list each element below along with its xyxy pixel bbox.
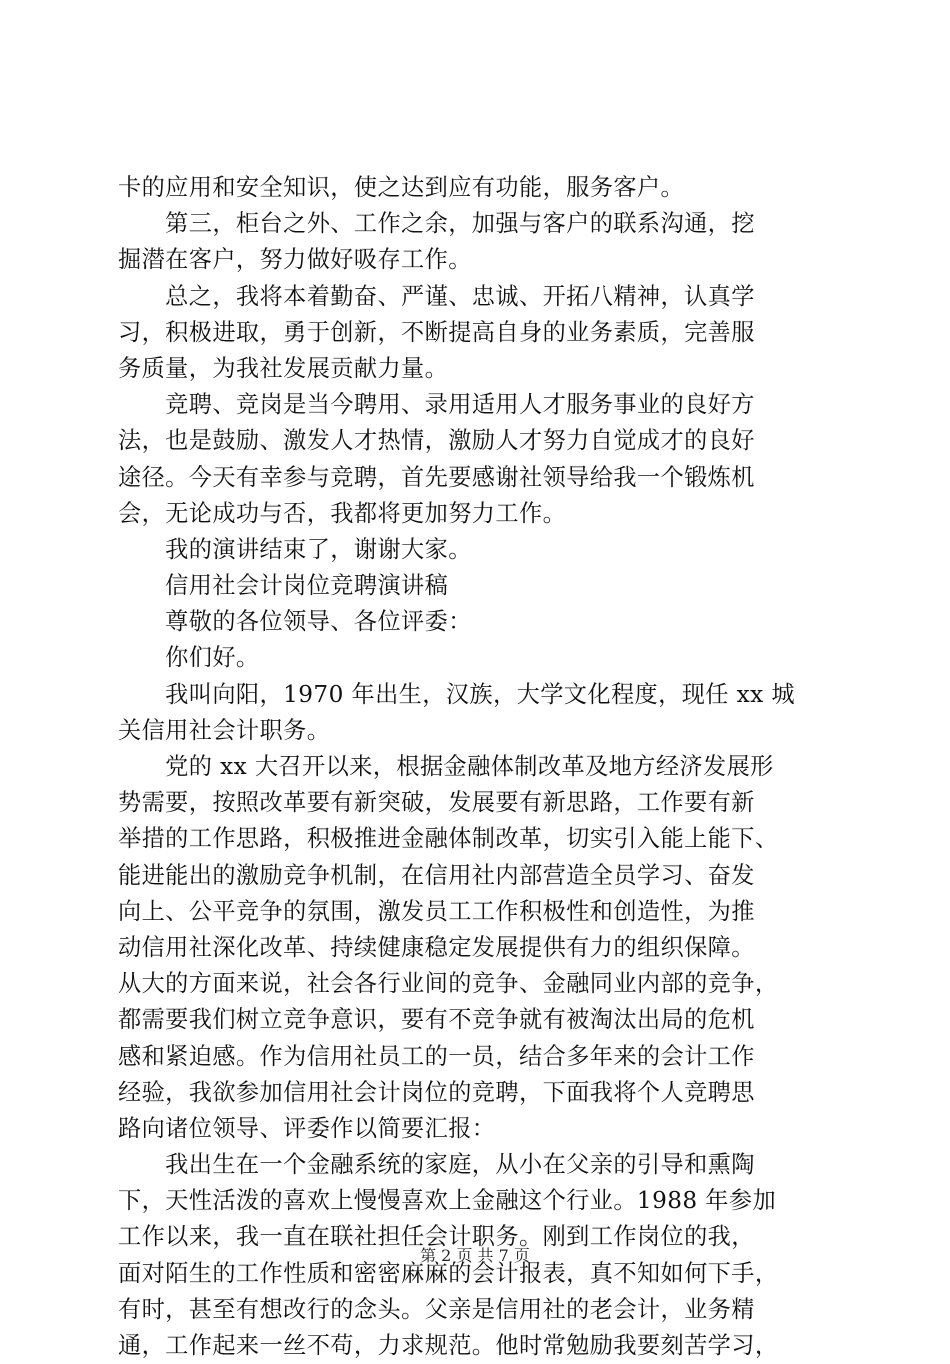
text-line: 务质量，为我社发展贡献力量。 (118, 354, 449, 382)
text-line: 我的演讲结束了，谢谢大家。 (118, 535, 472, 563)
text-line: 竞聘、竞岗是当今聘用、录用适用人才服务事业的良好方 (118, 391, 755, 419)
text-line: 信用社会计岗位竞聘演讲稿 (118, 572, 449, 600)
text-line: 党的 xx 大召开以来，根据金融体制改革及地方经济发展形 (118, 753, 774, 780)
text-line: 尊敬的各位领导、各位评委： (118, 608, 472, 636)
text-line: 关信用社会计职务。 (118, 716, 331, 744)
text-line: 习，积极进取，勇于创新，不断提高自身的业务素质，完善服 (118, 318, 755, 346)
text-line: 面对陌生的工作性质和密密麻麻的会计报表，真不知如何下手， (118, 1259, 779, 1287)
text-line: 动信用社深化改革、持续健康稳定发展提供有力的组织保障。 (118, 933, 755, 961)
text-line: 都需要我们树立竞争意识，要有不竞争就有被淘汰出局的危机 (118, 1006, 755, 1034)
text-line: 总之，我将本着勤奋、严谨、忠诚、开拓八精神，认真学 (118, 282, 755, 310)
text-line: 通，工作起来一丝不苟，力求规范。他时常勉励我要刻苦学习， (118, 1332, 779, 1359)
text-line: 感和紧迫感。作为信用社员工的一员，结合多年来的会计工作 (118, 1042, 755, 1070)
text-line: 经验，我欲参加信用社会计岗位的竞聘，下面我将个人竞聘思 (118, 1078, 755, 1106)
text-line: 掘潜在客户，努力做好吸存工作。 (118, 246, 472, 274)
text-line: 途径。今天有幸参与竞聘，首先要感谢社领导给我一个锻炼机 (118, 463, 755, 491)
text-line: 势需要，按照改革要有新突破，发展要有新思路，工作要有新 (118, 789, 755, 817)
page-footer (0, 1246, 950, 1266)
text-line: 下，天性活泼的喜欢上慢慢喜欢上金融这个行业。1988 年参加 (118, 1187, 777, 1215)
text-line: 从大的方面来说，社会各行业间的竞争、金融同业内部的竞争， (118, 970, 779, 998)
document-body (118, 170, 830, 1364)
text-line: 工作以来，我一直在联社担任会计职务。刚到工作岗位的我， (118, 1223, 755, 1251)
text-line: 路向诸位领导、评委作以简要汇报： (118, 1114, 496, 1142)
text-line: 向上、公平竞争的氛围，激发员工工作积极性和创造性，为推 (118, 897, 755, 925)
text-line: 举措的工作思路，积极推进金融体制改革，切实引入能上能下、 (118, 825, 779, 853)
page-number-label: 第 2 页 共 7 页 (420, 1246, 530, 1265)
text-line: 法，也是鼓励、激发人才热情，激励人才努力自觉成才的良好 (118, 427, 755, 455)
text-line: 能进能出的激励竞争机制，在信用社内部营造全员学习、奋发 (118, 861, 755, 889)
text-line: 卡的应用和安全知识，使之达到应有功能，服务客户。 (118, 174, 685, 201)
text-line: 我叫向阳，1970 年出生，汉族，大学文化程度，现任 xx 城 (118, 680, 795, 708)
text-line: 会，无论成功与否，我都将更加努力工作。 (118, 499, 567, 527)
text-line: 第三，柜台之外、工作之余，加强与客户的联系沟通，挖 (118, 210, 755, 238)
text-line: 有时，甚至有想改行的念头。父亲是信用社的老会计，业务精 (118, 1295, 755, 1323)
text-line: 你们好。 (118, 644, 260, 672)
text-line: 我出生在一个金融系统的家庭，从小在父亲的引导和熏陶 (118, 1151, 755, 1179)
